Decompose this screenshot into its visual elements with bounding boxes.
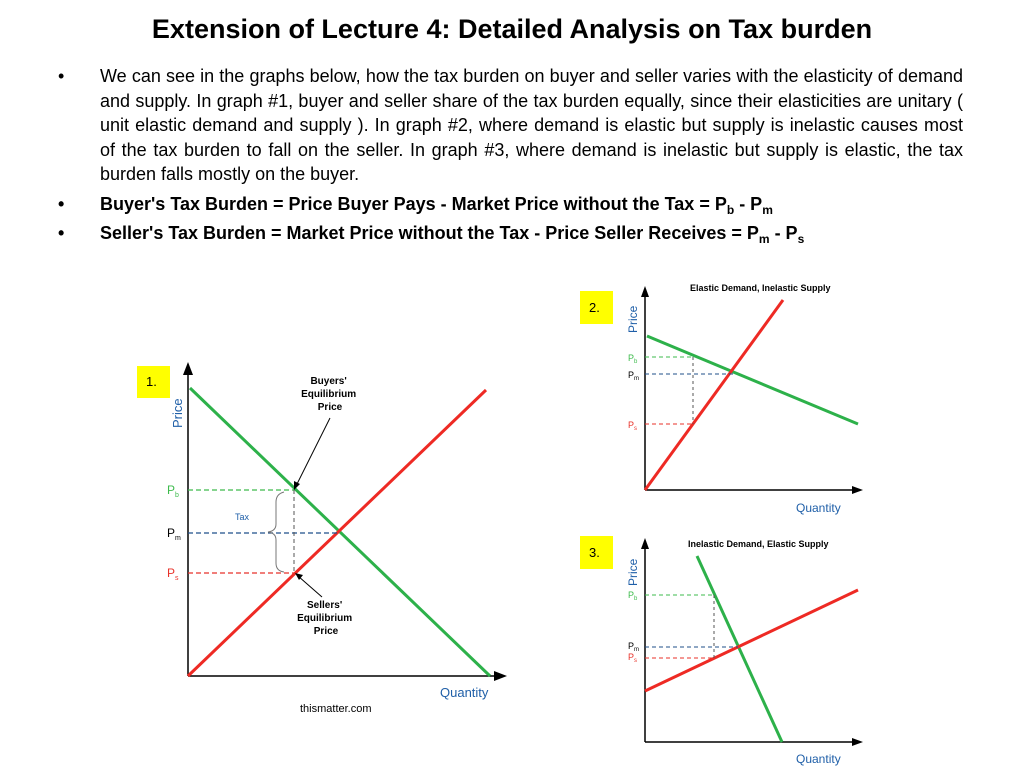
y-axis-arrow — [641, 286, 649, 297]
y-axis-arrow — [641, 538, 649, 549]
formula-subscript: m — [762, 202, 773, 217]
x-axis-label: Quantity — [440, 685, 489, 700]
pm-label: $P_m$ — [628, 641, 640, 653]
supply-curve — [645, 300, 783, 490]
graph-2 — [574, 280, 874, 520]
formula-text: Buyer's Tax Burden = Price Buyer Pays - Market Price without the Tax = P — [100, 193, 727, 214]
pb-label: $P_b$ — [628, 590, 638, 602]
demand-curve — [647, 336, 858, 424]
graph-title: Elastic Demand, Inelastic Supply — [690, 283, 831, 293]
y-axis-arrow — [183, 362, 193, 375]
graph-title: Inelastic Demand, Elastic Supply — [688, 539, 829, 549]
bullet-list — [58, 64, 963, 251]
y-axis-label: Price — [170, 398, 185, 428]
sellers-pointer — [298, 576, 322, 597]
graph-badge-label: 3. — [589, 545, 600, 560]
buyers-equilibrium-label: Buyers' Equilibrium Price — [301, 376, 357, 413]
bullet-item-seller-burden — [58, 221, 963, 246]
bullet-marker: • — [58, 66, 65, 86]
explanation-text: We can see in the graphs below, how the tax burden on buyer and seller varies with the elasticity of demand and supply. In graph #1, buyer and seller share of the tax burden equally, since their elasticities are unitary ( unit elastic demand and supply ). In graph #2, where demand is elastic but supply is inelastic causes most of the tax burden to fall on the seller. In graph #3, where demand is inelastic but supply is elastic, the tax burden falls mostly on the buyer. — [100, 66, 963, 184]
formula-text: - P — [769, 223, 798, 243]
graph-3 — [574, 530, 874, 766]
buyer-burden-formula — [100, 192, 963, 217]
bullet-item-buyer-burden — [58, 192, 963, 217]
x-axis-arrow — [852, 738, 863, 746]
pm-label: $P_m$ — [167, 526, 181, 542]
slide-title: Extension of Lecture 4: Detailed Analysis on Tax burden — [151, 14, 873, 44]
graph-badge-label: 2. — [589, 300, 600, 315]
tax-brace — [268, 492, 284, 572]
bullet-item-explanation — [58, 64, 963, 187]
bullet-marker: • — [58, 223, 65, 243]
x-axis-label: Quantity — [796, 752, 841, 766]
demand-curve — [697, 556, 782, 742]
formula-subscript: m — [758, 232, 770, 246]
pb-label: $P_b$ — [628, 353, 638, 365]
formula-text: - P — [734, 193, 763, 214]
ps-label: $P_s$ — [167, 566, 179, 582]
buyers-pointer — [296, 418, 330, 486]
pb-label: $P_b$ — [167, 483, 179, 499]
seller-burden-formula — [100, 221, 963, 246]
y-axis-label: Price — [626, 558, 640, 586]
ps-label: $P_s$ — [628, 420, 638, 432]
pm-label: $P_m$ — [628, 370, 640, 382]
formula-subscript: b — [726, 202, 735, 217]
sellers-equilibrium-label: Sellers' Equilibrium Price — [297, 600, 353, 637]
formula-text: Seller's Tax Burden = Market Price without the Tax - Price Seller Receives = P — [100, 223, 759, 243]
x-axis-label: Quantity — [796, 501, 841, 515]
source-credit: thismatter.com — [300, 703, 372, 715]
x-axis-arrow — [494, 671, 507, 681]
tax-label: Tax — [235, 512, 250, 522]
graph-1 — [130, 360, 530, 720]
x-axis-arrow — [852, 486, 863, 494]
y-axis-label: Price — [626, 305, 640, 333]
formula-subscript: s — [797, 232, 805, 246]
graph-badge-label: 1. — [146, 374, 157, 389]
bullet-marker: • — [58, 193, 65, 214]
ps-label: $P_s$ — [628, 652, 638, 664]
